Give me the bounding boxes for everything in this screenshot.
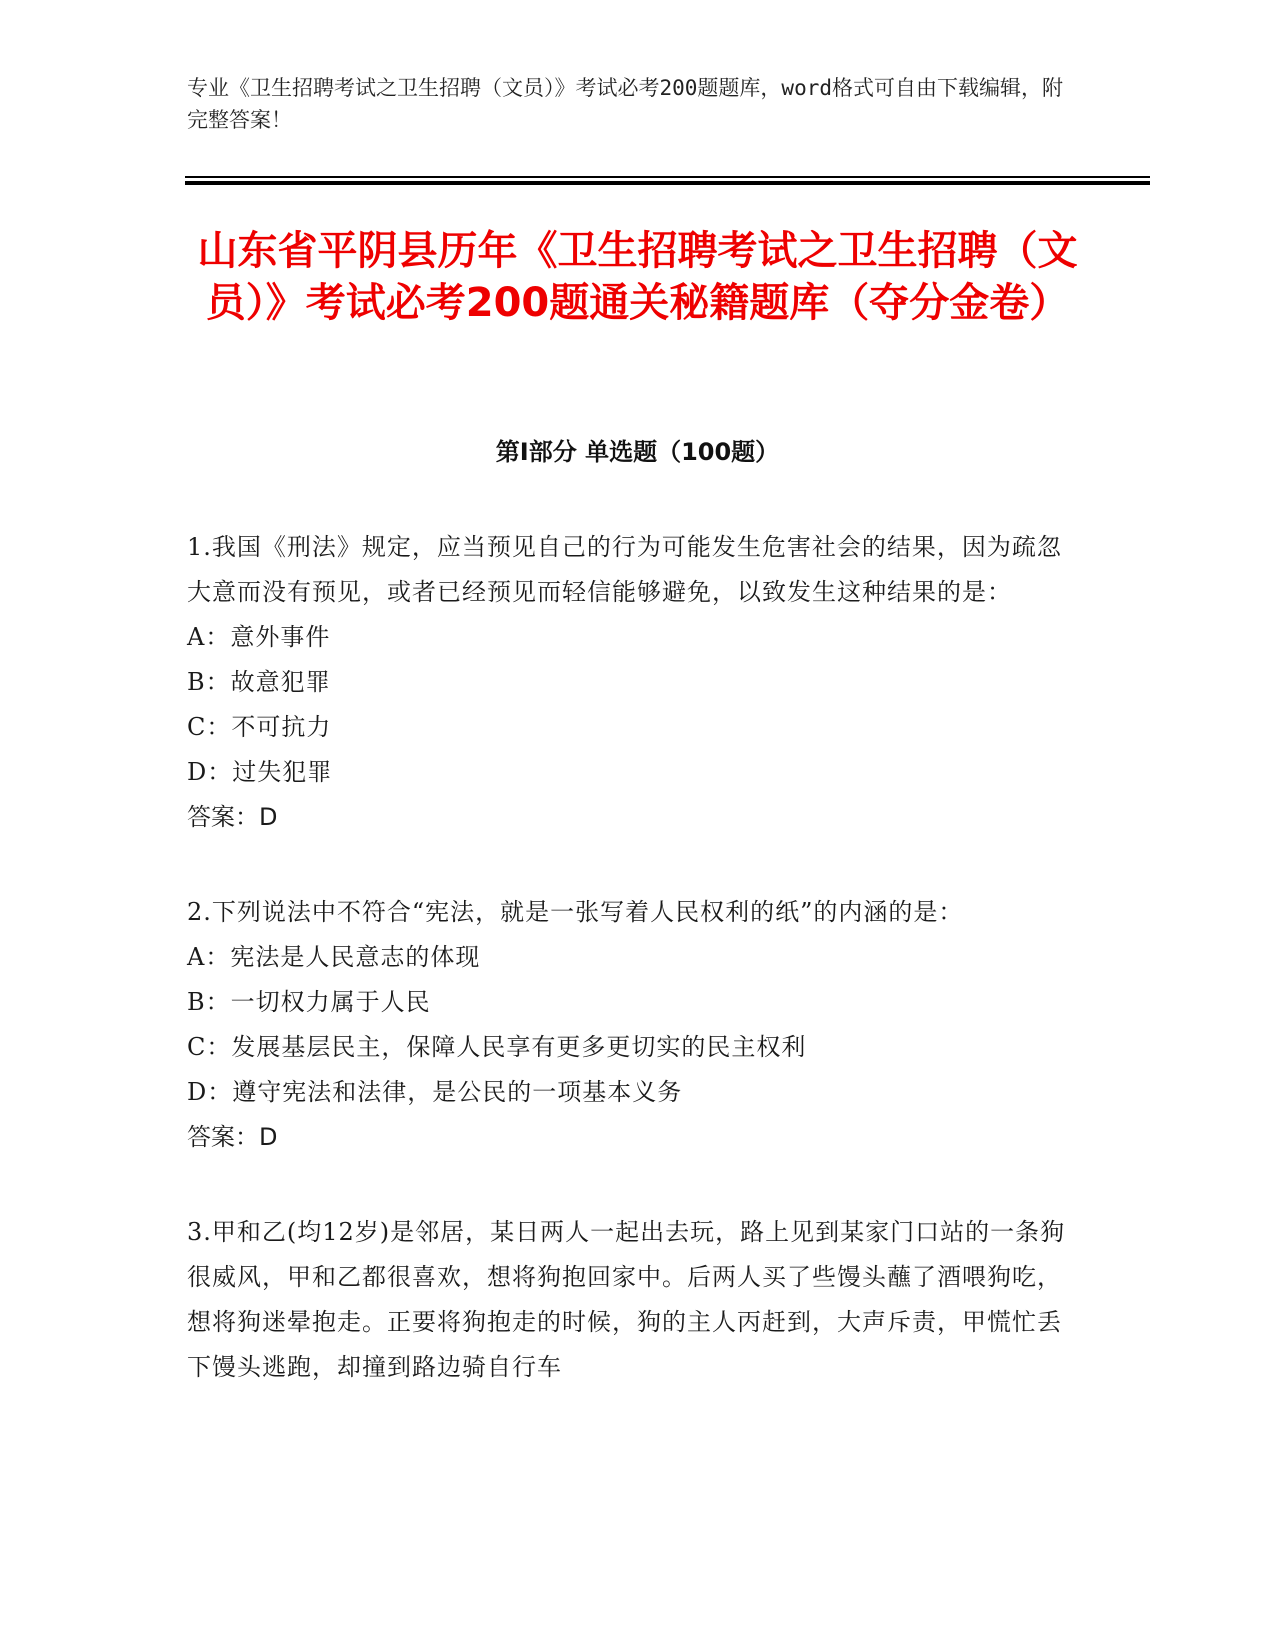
answer-line: 答案：D (187, 803, 278, 831)
header-divider-thin (185, 176, 1150, 178)
option-b: B：一切权力属于人民 (187, 988, 431, 1016)
answer-line: 答案：D (187, 1123, 278, 1151)
question-stem: 3.甲和乙(均12岁)是邻居，某日两人一起出去玩，路上见到某家门口站的一条狗很威风，甲和乙都很喜欢，想将狗抱回家中。后两人买了些馒头蘸了酒喂狗吃，想将狗迷晕抱走。正要将狗抱走的时候，狗的主人丙赶到，大声斥责，甲慌忙丢下馒头逃跑，却撞到路边骑自行车 (187, 1218, 1066, 1381)
header-divider-thick (185, 181, 1150, 185)
section-heading: 第Ⅰ部分 单选题（100题） (495, 438, 780, 466)
question-list (187, 525, 1067, 1440)
question-stem: 2.下列说法中不符合“宪法，就是一张写着人民权利的纸”的内涵的是： (187, 898, 964, 926)
option-a: A：意外事件 (187, 623, 331, 651)
document-title: 山东省平阴县历年《卫生招聘考试之卫生招聘（文员）》考试必考200题通关秘籍题库（夺分金卷） (197, 228, 1078, 326)
option-b: B：故意犯罪 (187, 668, 331, 696)
option-a: A：宪法是人民意志的体现 (187, 943, 481, 971)
option-d: D：过失犯罪 (187, 758, 333, 786)
question-stem: 1.我国《刑法》规定，应当预见自己的行为可能发生危害社会的结果，因为疏忽大意而没有预见，或者已经预见而轻信能够避免，以致发生这种结果的是： (187, 533, 1062, 606)
option-d: D：遵守宪法和法律，是公民的一项基本义务 (187, 1078, 683, 1106)
header-note: 专业《卫生招聘考试之卫生招聘（文员）》考试必考200题题库，word格式可自由下载编辑，附完整答案！ (187, 76, 1063, 132)
option-c: C：发展基层民主，保障人民享有更多更切实的民主权利 (187, 1033, 807, 1061)
question-2 (187, 890, 1067, 1160)
option-c: C：不可抗力 (187, 713, 332, 741)
question-3 (187, 1210, 1067, 1390)
question-1 (187, 525, 1067, 840)
